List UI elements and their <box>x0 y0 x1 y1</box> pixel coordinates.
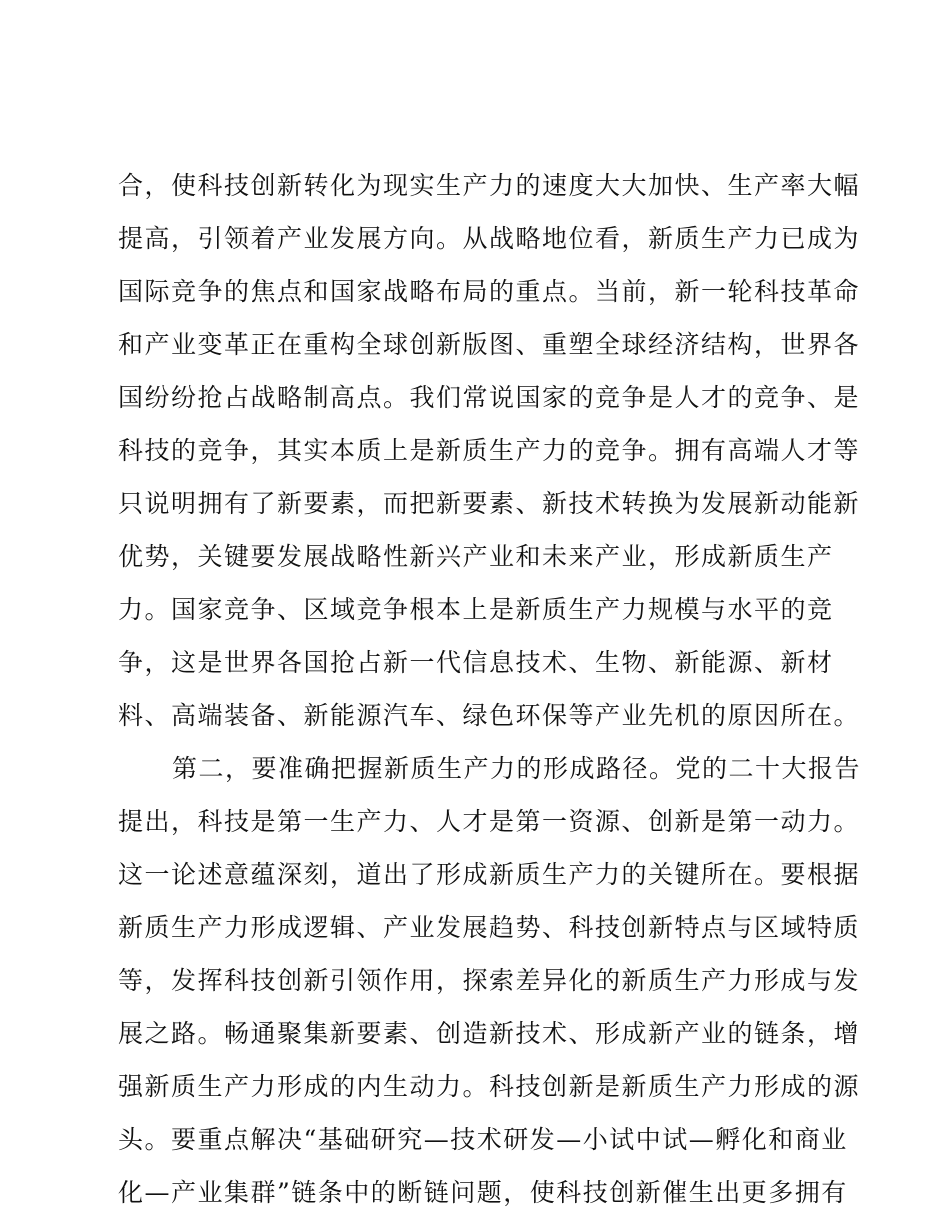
text-line: 力。国家竞争、区域竞争根本上是新质生产力规模与水平的竞 <box>118 595 834 624</box>
text-line: 新质生产力形成逻辑、产业发展趋势、科技创新特点与区域特质 <box>118 913 861 942</box>
text-line: 只说明拥有了新要素，而把新要素、新技术转换为发展新动能新 <box>118 489 861 518</box>
text-line: 化—产业集群”链条中的断链问题，使科技创新催生出更多拥有 <box>118 1178 848 1207</box>
text-line: 合，使科技创新转化为现实生产力的速度大大加快、生产率大幅 <box>118 171 861 200</box>
body-text <box>118 159 862 1219</box>
text-line: 国纷纷抢占战略制高点。我们常说国家的竞争是人才的竞争、是 <box>118 383 861 412</box>
text-line: 展之路。畅通聚集新要素、创造新技术、形成新产业的链条，增 <box>118 1019 861 1048</box>
text-line: 国际竞争的焦点和国家战略布局的重点。当前，新一轮科技革命 <box>118 277 861 306</box>
text-line: 提出，科技是第一生产力、人才是第一资源、创新是第一动力。 <box>118 807 861 836</box>
text-line: 强新质生产力形成的内生动力。科技创新是新质生产力形成的源 <box>118 1072 861 1101</box>
text-line: 料、高端装备、新能源汽车、绿色环保等产业先机的原因所在。 <box>118 701 861 730</box>
text-line: 等，发挥科技创新引领作用，探索差异化的新质生产力形成与发 <box>118 966 861 995</box>
text-line: 提高，引领着产业发展方向。从战略地位看，新质生产力已成为 <box>118 224 861 253</box>
paragraph-first-line: 第二，要准确把握新质生产力的形成路径。党的二十大报告 <box>172 754 862 783</box>
text-line: 科技的竞争，其实本质上是新质生产力的竞争。拥有高端人才等 <box>118 436 861 465</box>
text-line: 争，这是世界各国抢占新一代信息技术、生物、新能源、新材 <box>118 648 834 677</box>
text-line: 这一论述意蕴深刻，道出了形成新质生产力的关键所在。要根据 <box>118 860 861 889</box>
text-line: 头。要重点解决“基础研究—技术研发—小试中试—孵化和商业 <box>118 1125 848 1154</box>
text-line: 优势，关键要发展战略性新兴产业和未来产业，形成新质生产 <box>118 542 834 571</box>
text-line: 和产业变革正在重构全球创新版图、重塑全球经济结构，世界各 <box>118 330 861 359</box>
